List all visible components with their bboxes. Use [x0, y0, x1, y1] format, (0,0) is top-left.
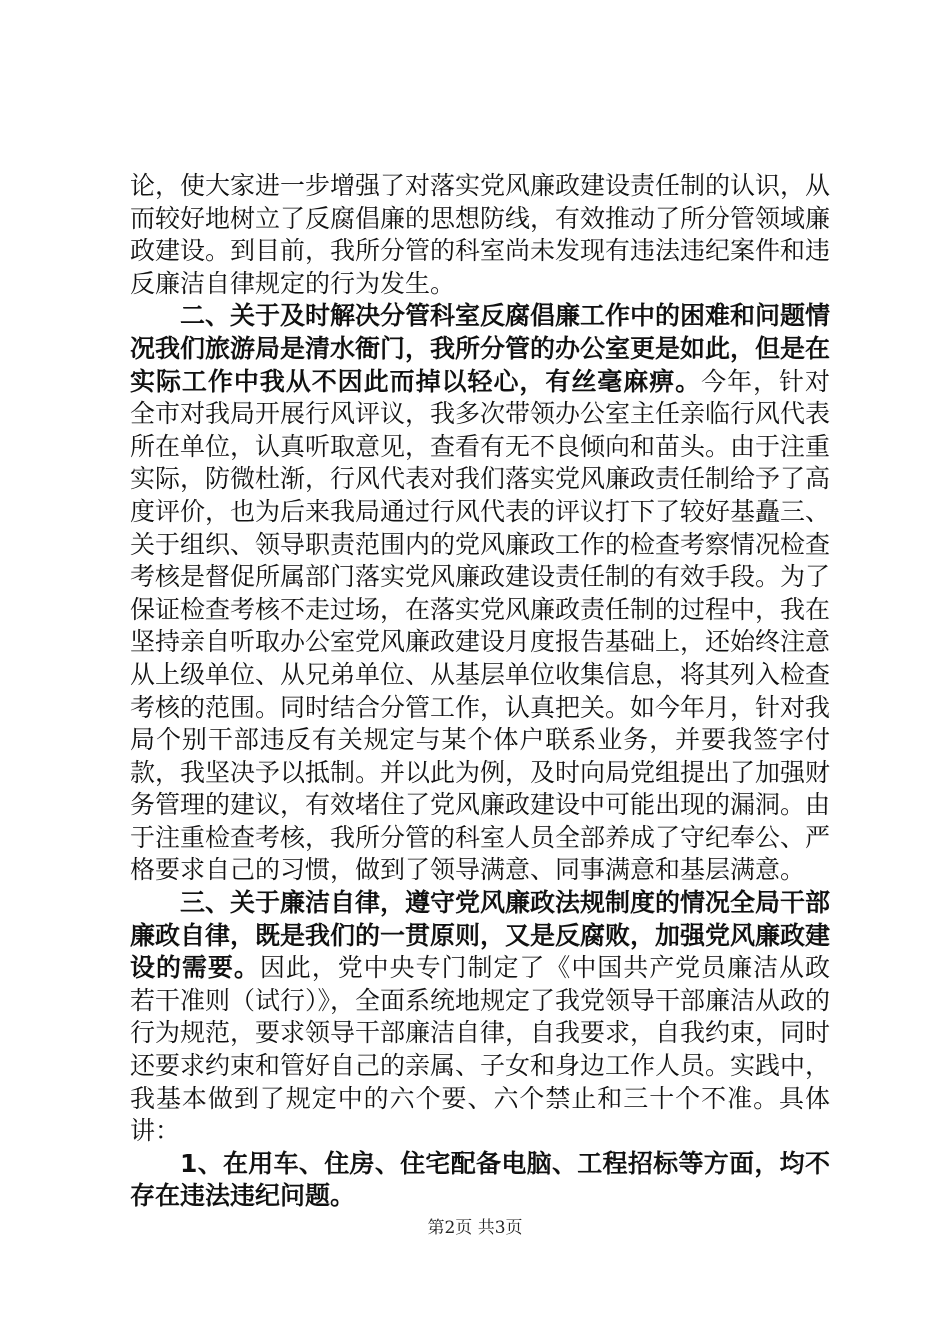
- paragraph-2: [130, 300, 830, 887]
- paragraph-4-lead: 1、在用车、住房、住宅配备电脑、工程招标等方面，均不存在违法违纪问题。: [130, 1148, 830, 1211]
- paragraph-4: [130, 1148, 830, 1213]
- paragraph-3-text: 因此，党中央专门制定了《中国共产党员廉洁从政若干准则（试行）》，全面系统地规定了我党领导干部廉洁从政的行为规范，要求领导干部廉洁自律，自我要求，自我约束，同时还要求约束和管好自己的亲属、子女和身边工作人员。实践中，我基本做到了规定中的六个要、六个禁止和三十个不准。具体讲：: [130, 953, 831, 1146]
- paragraph-2-text: 今年，针对全市对我局开展行风评议，我多次带领办公室主任亲临行风代表所在单位，认真听取意见，查看有无不良倾向和苗头。由于注重实际，防微杜渐，行风代表对我们落实党风廉政责任制给予了高度评价，也为后来我局通过行风代表的评议打下了较好基矗三、关于组织、领导职责范围内的党风廉政工作的检查考察情况检查考核是督促所属部门落实党风廉政建设责任制的有效手段。为了保证检查考核不走过场，在落实党风廉政责任制的过程中，我在坚持亲自听取办公室党风廉政建设月度报告基础上，还始终注意从上级单位、从兄弟单位、从基层单位收集信息，将其列入检查考核的范围。同时结合分管工作，认真把关。如今年月，针对我局个别干部违反有关规定与某个体户联系业务，并要我签字付款，我坚决予以抵制。并以此为例，及时向局党组提出了加强财务管理的建议，有效堵住了党风廉政建设中可能出现的漏洞。由于注重检查考核，我所分管的科室人员全部养成了守纪奉公、严格要求自己的习惯，做到了领导满意、同事满意和基层满意。: [130, 366, 831, 885]
- page-footer: [0, 1213, 950, 1238]
- paragraph-3: [130, 887, 830, 1148]
- paragraph-1-text: 论，使大家进一步增强了对落实党风廉政建设责任制的认识，从而较好地树立了反腐倡廉的思想防线，有效推动了所分管领域廉政建设。到目前，我所分管的科室尚未发现有违法违纪案件和违反廉洁自律规定的行为发生。: [130, 171, 831, 298]
- page-number-label: 第2页 共3页: [427, 1218, 523, 1238]
- paragraph-1: [130, 170, 830, 300]
- document-body: [130, 170, 830, 1213]
- paragraph-2-lead: 二、关于及时解决分管科室反腐倡廉工作中的困难和问题情况我们旅游局是清水衙门，我所分管的办公室更是如此，但是在实际工作中我从不因此而掉以轻心，有丝毫麻痹。: [130, 301, 831, 396]
- paragraph-3-lead: 三、关于廉洁自律，遵守党风廉政法规制度的情况全局干部廉政自律，既是我们的一贯原则，又是反腐败，加强党风廉政建设的需要。: [130, 888, 831, 983]
